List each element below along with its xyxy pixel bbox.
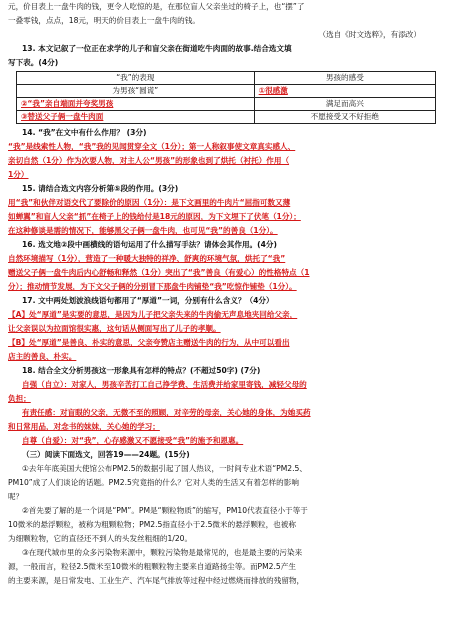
question-17-title: 17. 文中两处划波浪线语句都用了“厚道”一词，分别有什么含义？（4分） bbox=[22, 296, 274, 305]
table-cell-answer: ②“我”亲自端面并夸奖男孩 bbox=[17, 98, 255, 111]
answer-line: 【A】处“厚道”是实要的意思，是因为儿子把父亲失来的牛肉偷无声息地夹回给父亲， bbox=[8, 310, 298, 319]
table-cell: 不愿接受又不好拒绝 bbox=[254, 111, 435, 124]
answer-line: 分）；推动情节发展，为下文父子俩的分别冒下那盘牛肉铺垫“我”吃惊作铺垫（1分）。 bbox=[8, 282, 297, 291]
answer-line: 有责任感：对盲眼的父亲，无微不至的照顾，对辛劳的母亲，关心她的身体，为她买药 bbox=[22, 408, 311, 417]
answer-line: 1分） bbox=[8, 170, 29, 179]
answer-line: 自尊（自爱）：对“我”，心存感激又不愿接受“我”的施予和恩惠。 bbox=[22, 436, 244, 445]
question-15-title: 15. 请结合选文内容分析第⑤段的作用。(3分) bbox=[22, 184, 179, 193]
table-row bbox=[17, 98, 436, 111]
passage-line: 10微米的悬浮颗粒，被称为粗颗粒物；PM2.5指直径小于2.5微米的悬浮颗粒，也被称 bbox=[8, 520, 296, 529]
answer-line: 如蝉翼”和盲人父亲“抓”在椅子上的钱给付是18元的原因，为下文埋下了伏笔（1分）； bbox=[8, 212, 301, 221]
source-note: （选自《时文选粹》，有添改） bbox=[318, 30, 421, 39]
question-14-title: 14. “我”在文中有什么作用？ (3分) bbox=[22, 128, 147, 137]
passage-line: ③在现代城市里的众多污染物来源中，颗粒污染物是最常见的，也是最主要的污染来 bbox=[22, 548, 303, 557]
answer-line: 和日常用品，对念书的妹妹，关心她的学习； bbox=[8, 422, 160, 431]
table-header-cell: 男孩的感受 bbox=[254, 72, 435, 85]
answer-line: 在这种修谈是需的情况下，能够黑父子俩一盘牛肉，也可见“我”的善良（1分）。 bbox=[8, 226, 278, 235]
passage-line: 呢？ bbox=[8, 492, 24, 501]
answer-line: 让父亲误以为拉面馆很实惠，这句话从侧面写出了儿子的孝顺。 bbox=[8, 324, 221, 333]
question-18-title: 18. 结合全文分析男孩这一形象具有怎样的特点？(不超过50字) (7分) bbox=[22, 366, 261, 375]
section-heading: （三）阅读下面选文，回答19——24题。(15分) bbox=[22, 450, 190, 459]
answer-line: 【B】处“厚道”是善良、朴实的意思，父亲夸赞店主赠送牛肉的行为，从中可以看出 bbox=[8, 338, 290, 347]
table-cell-answer: ①很感激 bbox=[254, 85, 435, 98]
table-header-row bbox=[17, 72, 436, 85]
question-13-title-cont: 写下表。(4分) bbox=[8, 58, 59, 67]
passage-line: 的主要来源，是日常发电、工业生产、汽车尾气排放等过程中经过燃烧而排放的残留物， bbox=[8, 576, 305, 585]
answer-line: 自强（自立）：对家人，男孩辛苦打工自己挣学费、生活费并给家里寄钱，减轻父母的 bbox=[22, 380, 307, 389]
table-cell: 满足而高兴 bbox=[254, 98, 435, 111]
text-line: 元，价目表上一盘牛肉的钱，更令人吃惊的是，在那位盲人父亲坐过的椅子上，也“摆”了 bbox=[8, 2, 305, 11]
passage-line: 源，一般而言，粒径2.5微米至10微米的粗颗粒物主要来自道路扬尘等。而PM2.5产生 bbox=[8, 562, 296, 571]
table-cell: 为男孩“圆谎” bbox=[17, 85, 255, 98]
answer-line: 赠送父子俩一盘牛肉后内心舒畅和释然（1分）突出了“我”善良（有爱心）的性格特点（1 bbox=[8, 268, 310, 277]
answer-line: 店主的善良、朴实。 bbox=[8, 352, 77, 361]
answer-line: “我”是线索性人物，“我”我的见闻贯穿全文（1分）；第一人称叙事使文章真实感人、 bbox=[8, 142, 296, 151]
question-16-title: 16. 选文地②段中画横线的语句运用了什么描写手法？请体会其作用。(4分) bbox=[22, 240, 277, 249]
question-13-title: 13. 本文记叙了一位正在求学的儿子和盲父亲在街道吃牛肉面的故事.结合选文填 bbox=[22, 44, 292, 53]
answer-table bbox=[16, 71, 436, 124]
table-row bbox=[17, 111, 436, 124]
answer-line: 亲切自然（1分）作为次要人物，对主人公“男孩”的形象也到了烘托（衬托）作用（ bbox=[8, 156, 290, 165]
table-row bbox=[17, 85, 436, 98]
passage-line: PM10”成了人们谈论的话题。PM2.5究竟指的什么？它对人类的生活又有着怎样的影响 bbox=[8, 478, 299, 487]
answer-line: 自然环境描写（1分），营造了一种暖大独特的祥净、舒爽的环境气氛，烘托了“我” bbox=[8, 254, 286, 263]
document-page bbox=[8, 0, 451, 588]
text-line: 一叠零钱，点点，18元，明天的价目表上一盘牛肉的钱。 bbox=[8, 16, 200, 25]
passage-line: 为细颗粒物，它的直径还不到人的头发丝粗细的1/20。 bbox=[8, 534, 193, 543]
table-header-cell: “我”的表现 bbox=[17, 72, 255, 85]
passage-line: ②首先要了解的是一个词是“PM”。PM是“颗粒物质”的缩写，PM10代表直径小于等于 bbox=[22, 506, 308, 515]
passage-line: ①去年年底美国大使馆公布PM2.5的数据引起了国人热议，一时间专业术语“PM2.5、 bbox=[22, 464, 307, 473]
answer-line: 负担； bbox=[8, 394, 31, 403]
answer-line: 用“我”和伙伴对语交代了要除价的原因（1分）：是下文画里的牛肉片“屈指可数又薄 bbox=[8, 198, 291, 207]
table-cell-answer: ③替送父子俩一盘牛肉面 bbox=[17, 111, 255, 124]
